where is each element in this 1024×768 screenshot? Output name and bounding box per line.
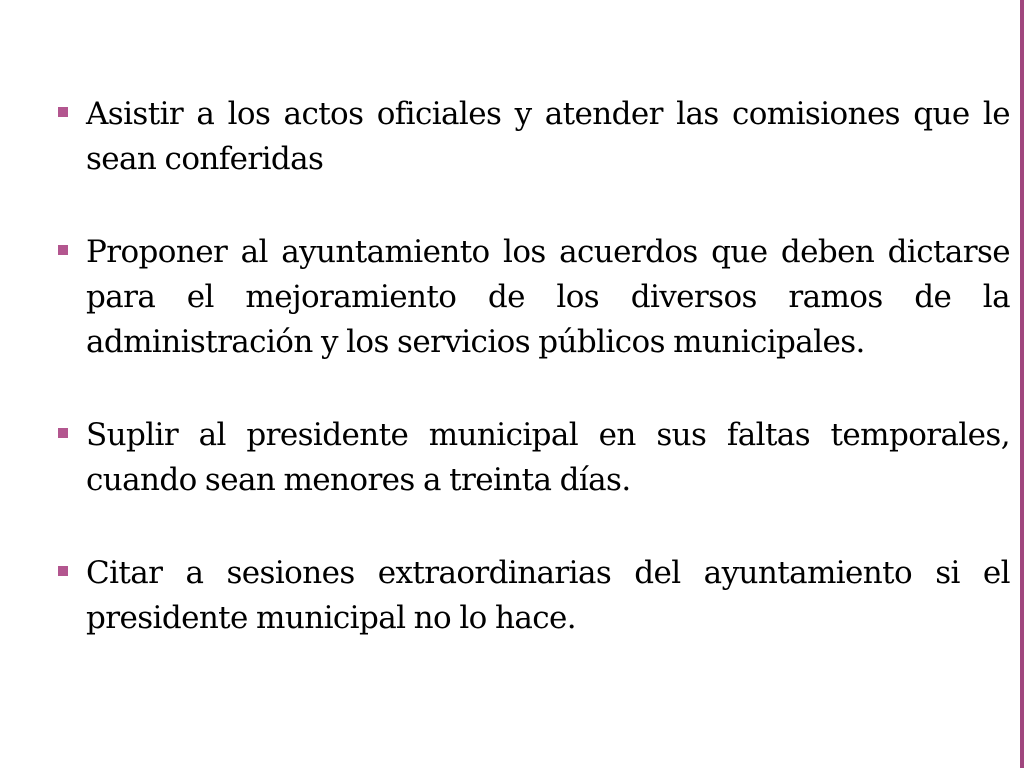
square-bullet-icon <box>58 245 68 255</box>
bullet-text-3: Suplir al presidente municipal en sus faltas temporales, cuando sean menores a treinta días. <box>86 417 1010 498</box>
bullet-list <box>56 92 1010 641</box>
square-bullet-icon <box>58 107 68 117</box>
bullet-text-4: Citar a sesiones extraordinarias del ayuntamiento si el presidente municipal no lo hace. <box>86 555 1010 636</box>
bullet-item-4 <box>56 551 1010 641</box>
bullet-item-2 <box>56 230 1010 365</box>
bullet-item-3 <box>56 413 1010 503</box>
bullet-text-2: Proponer al ayuntamiento los acuerdos que deben dictarse para el mejoramiento de los diversos ramos de la administración y los servicios públicos municipales. <box>86 234 1010 360</box>
bullet-item-1 <box>56 92 1010 182</box>
square-bullet-icon <box>58 566 68 576</box>
bullet-text-1: Asistir a los actos oficiales y atender las comisiones que le sean conferidas <box>86 96 1010 177</box>
accent-bar <box>1020 0 1024 768</box>
square-bullet-icon <box>58 428 68 438</box>
